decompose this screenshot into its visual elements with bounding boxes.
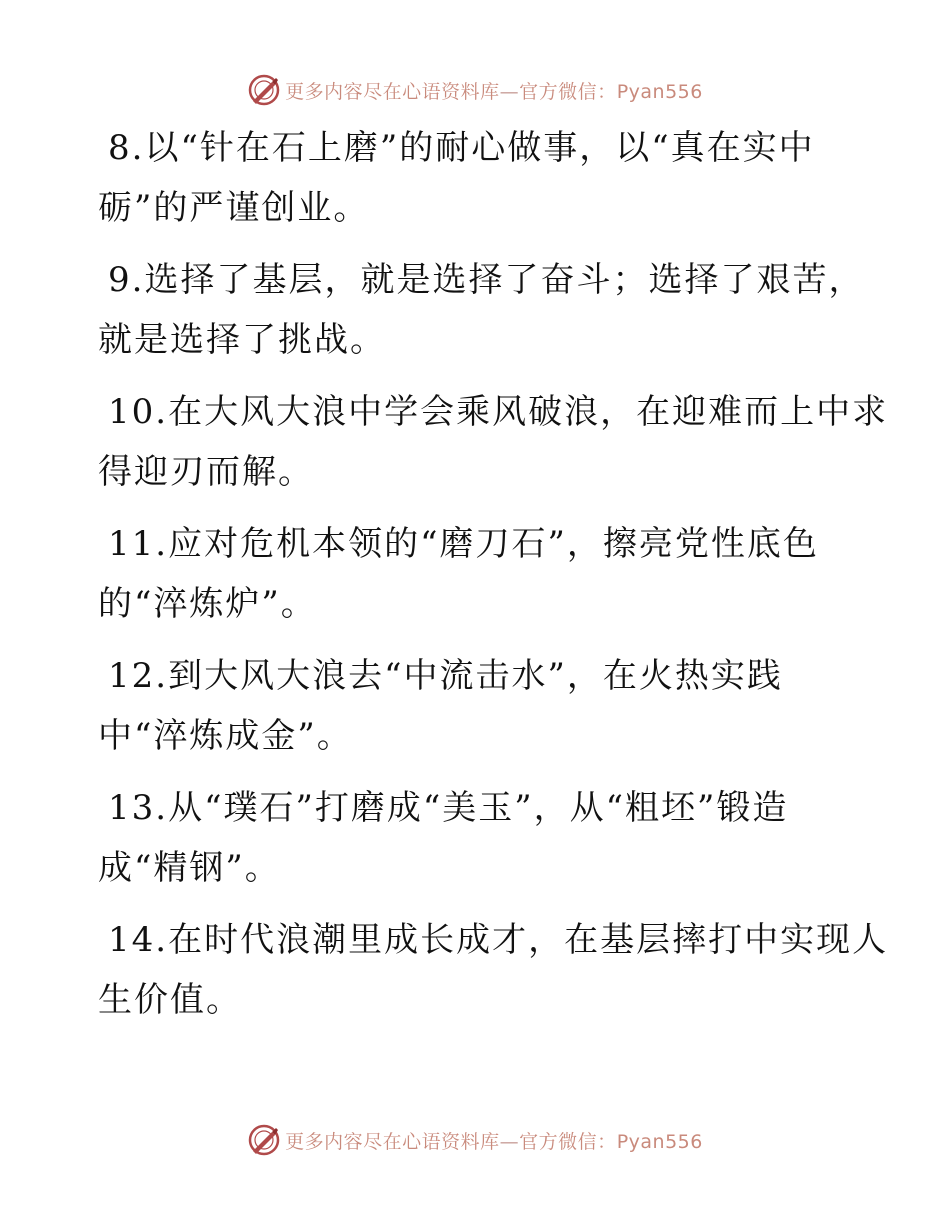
quote-list <box>98 118 889 1042</box>
list-item: 10.在大风大浪中学会乘风破浪，在迎难而上中求 得迎刃而解。 <box>98 392 889 492</box>
banner-text: 更多内容尽在心语资料库—官方微信：Pyan556 <box>285 1130 703 1153</box>
list-item: 12.到大风大浪去“中流击水”，在火热实践 中“淬炼成金”。 <box>98 656 783 756</box>
banner-text: 更多内容尽在心语资料库—官方微信：Pyan556 <box>285 80 703 103</box>
footer-banner <box>0 1120 950 1160</box>
wechat-id: Pyan556 <box>616 1130 703 1153</box>
list-item: 14.在时代浪潮里成长成才，在基层摔打中实现人 生价值。 <box>98 920 889 1020</box>
pen-logo-icon <box>247 73 281 107</box>
list-item: 13.从“璞石”打磨成“美玉”，从“粗坯”锻造 成“精钢”。 <box>98 788 789 888</box>
list-item: 9.选择了基层，就是选择了奋斗；选择了艰苦， 就是选择了挑战。 <box>98 260 865 360</box>
list-item: 11.应对危机本领的“磨刀石”，擦亮党性底色 的“淬炼炉”。 <box>98 524 819 624</box>
list-item: 8.以“针在石上磨”的耐心做事，以“真在实中 砺”的严谨创业。 <box>98 128 815 228</box>
header-banner <box>0 70 950 110</box>
pen-logo-icon <box>247 1123 281 1157</box>
wechat-id: Pyan556 <box>616 80 703 103</box>
